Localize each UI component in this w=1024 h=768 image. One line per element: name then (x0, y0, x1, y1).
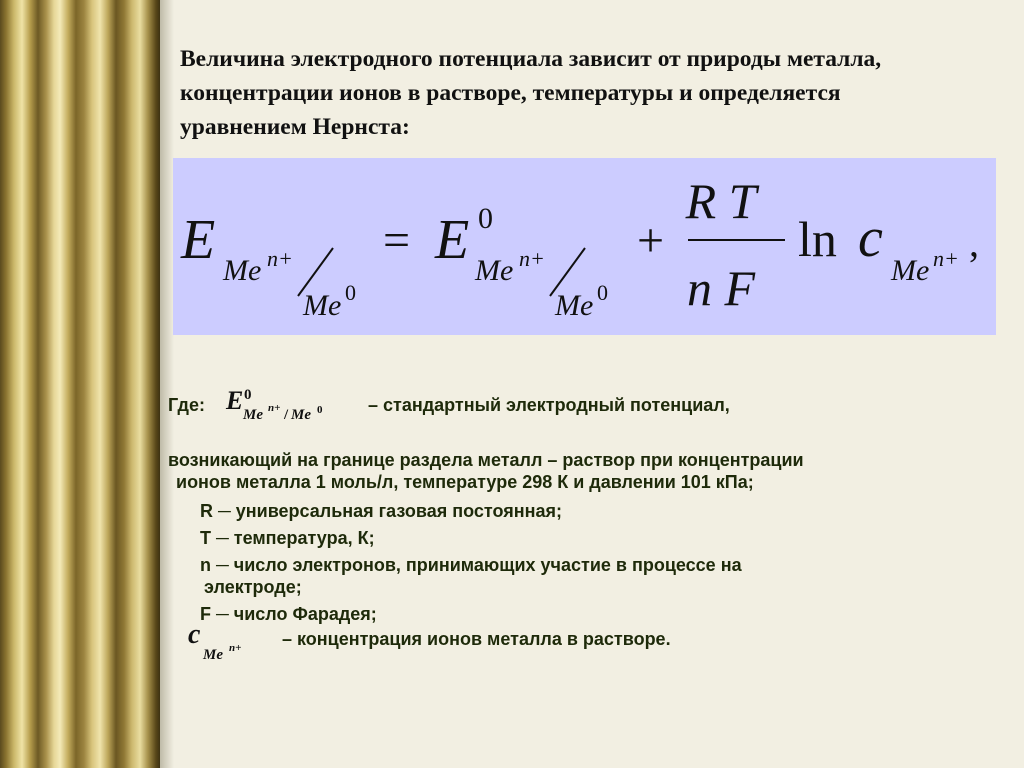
formula-sup-metal-left: 0 (345, 280, 356, 305)
c-symbol-c: c (188, 625, 201, 650)
formula-e-left: E (181, 209, 216, 271)
formula-denominator: n F (686, 260, 756, 316)
legend-item-t: T ─ температура, К; (200, 528, 375, 548)
nernst-formula-box (173, 158, 996, 335)
c-symbol (186, 625, 276, 665)
formula-plus: + (637, 214, 665, 267)
formula-ln: ln (798, 211, 837, 267)
legend-item-n-2: электроде; (204, 577, 302, 597)
e0-symbol-sub-metal: Me (291, 407, 311, 423)
formula-sup-metal-right: 0 (597, 280, 608, 305)
formula-numerator: R T (685, 173, 757, 229)
legend-row-e0 (168, 387, 730, 423)
formula-c: c (858, 207, 883, 269)
e0-symbol-e: E (226, 387, 244, 415)
formula-sub-ion-right: Me (475, 254, 514, 287)
legend-item-r: R ─ универсальная газовая постоянная; (200, 501, 562, 521)
formula-sup-standard: 0 (478, 202, 493, 235)
e0-symbol-slash: / (284, 407, 289, 423)
legend-item-f: F ─ число Фарадея; (200, 604, 377, 624)
where-label: Где: (168, 395, 205, 415)
e0-symbol-sup-ion: n+ (268, 402, 281, 414)
e0-symbol-sup: 0 (244, 387, 252, 403)
formula-sub-ion-left: Me (223, 254, 262, 287)
e0-symbol-sub-ion: Me (243, 407, 263, 423)
e0-symbol (224, 387, 364, 427)
formula-comma: , (969, 220, 979, 265)
nernst-equation (173, 158, 996, 335)
formula-sup-ion-right: n+ (519, 246, 545, 271)
c-symbol-sub: Me (203, 647, 223, 663)
c-symbol-sup: n+ (229, 642, 242, 654)
formula-e-standard: E (435, 209, 470, 271)
c-description: – концентрация ионов металла в растворе. (282, 629, 671, 649)
formula-sub-ion-c: Me (891, 254, 930, 287)
formula-sup-ion-c: n+ (933, 246, 959, 271)
intro-paragraph: Величина электродного потенциала зависит от природы металла, концентрации ионов в растворе, температуры и определяется уравнением Нернста: (180, 46, 882, 140)
formula-sub-metal-left: Me (303, 289, 342, 322)
formula-sub-metal-right: Me (555, 289, 594, 322)
legend-continuation-2: ионов металла 1 моль/л, температуре 298 К и давлении 101 кПа; (176, 472, 754, 492)
decorative-side-border (0, 0, 160, 768)
legend-item-n-1: n ─ число электронов, принимающих участие в процессе на (200, 555, 742, 575)
e0-description: – стандартный электродный потенциал, (368, 395, 730, 415)
e0-symbol-sup-metal: 0 (317, 404, 323, 416)
formula-equals: = (383, 214, 411, 267)
side-border-shadow (160, 0, 174, 768)
formula-sup-ion-left: n+ (267, 246, 293, 271)
legend-continuation-1: возникающий на границе раздела металл – раствор при концентрации (168, 450, 804, 470)
